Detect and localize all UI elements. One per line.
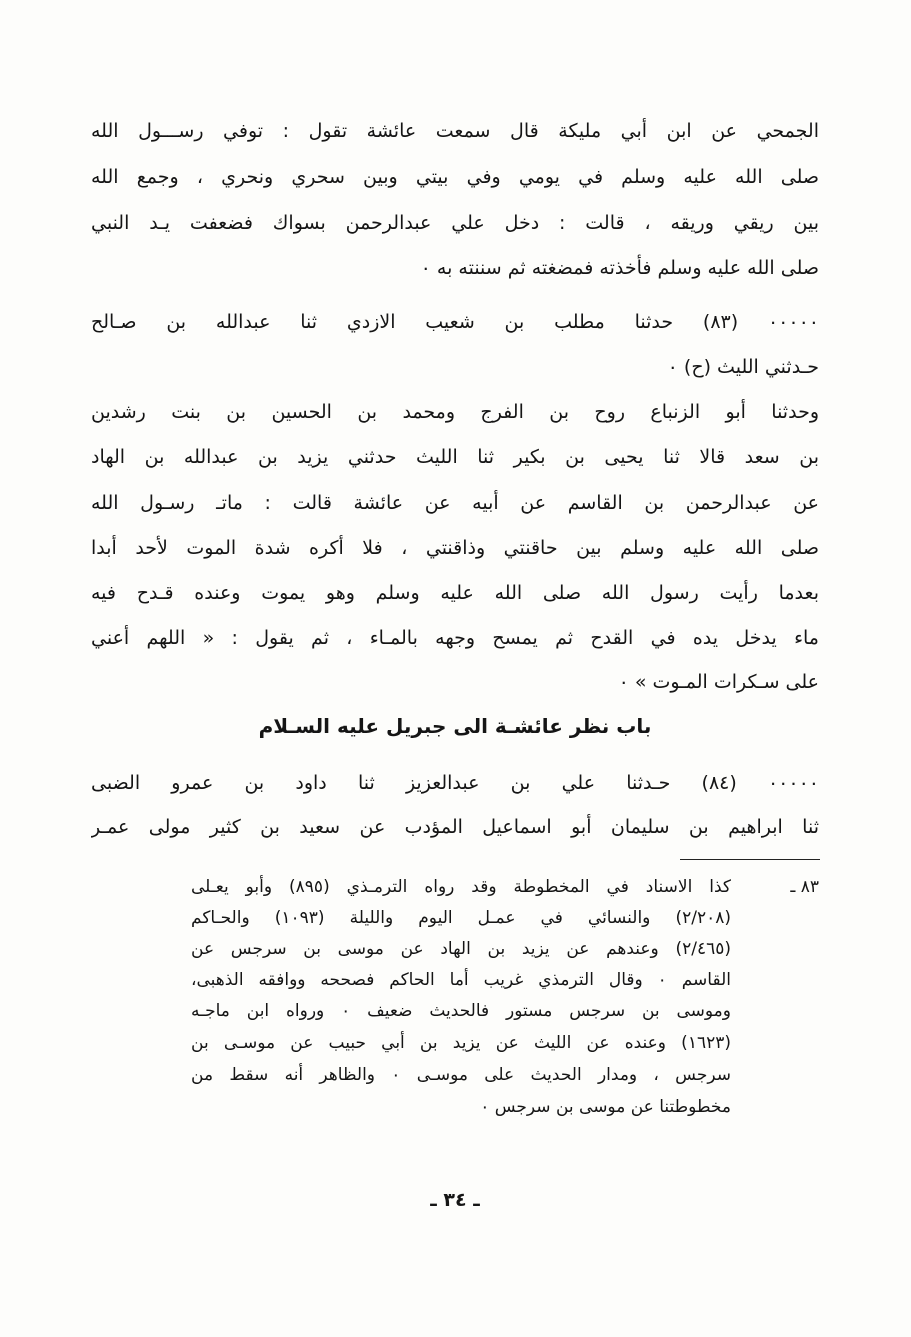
section-heading: باب نظر عائشـة الى جبريل عليه السـلام <box>258 714 652 738</box>
footnote-line: كذا الاسناد في المخطوطة وقد رواه الترمـذي (٨٩٥) وأبو يعـلى <box>191 877 731 897</box>
body-line: على سـكرات المـوت » ٠ <box>618 671 819 693</box>
footnote-number: ٨٣ ـ <box>790 877 819 897</box>
footnote-line: القاسم ٠ وقال الترمذي غريب أما الحاكم فصححه ووافقه الذهبى، <box>191 970 731 990</box>
body-line: صلى الله عليه وسلم فأخذته فمضغته ثم سننته به ٠ <box>420 257 819 279</box>
body-line: صلى الله عليه وسلم في يومي وفي بيتي وبين سحري ونحري ، وجمع الله <box>91 166 819 188</box>
footnote-separator <box>680 859 820 860</box>
body-line: وحدثنا أبو الزنباع روح بن الفرج ومحمد بن الحسين بن بنت رشدين <box>91 401 819 423</box>
footnote-line: وموسى بن سرجس مستور فالحديث ضعيف ٠ ورواه ابن ماجـه <box>191 1001 731 1021</box>
body-line: حـدثني الليث (ح) ٠ <box>667 356 819 378</box>
footnote-line: (٢/٢٠٨) والنسائي في عمـل اليوم والليلة (١٠٩٣) والحـاكم <box>191 908 731 928</box>
body-line: ٠٠٠٠٠ (٨٣) حدثنا مطلب بن شعيب الازدي ثنا عبدالله بن صـالح <box>91 311 819 333</box>
body-line: ٠٠٠٠٠ (٨٤) حـدثنا علي بن عبدالعزيز ثنا داود بن عمرو الضبى <box>91 772 819 794</box>
footnote-line: مخطوطتنا عن موسى بن سرجس ٠ <box>480 1097 731 1117</box>
body-line: بين ريقي وريقه ، قالت : دخل علي عبدالرحمن بسواك فضعفت يـد النبي <box>91 212 819 234</box>
footnote-line: (٢/٤٦٥) وعندهم عن يزيد بن الهاد عن موسى بن سرجس عن <box>191 939 731 959</box>
body-line: صلى الله عليه وسلم بين حاقنتي وذاقنتي ، فلا أكره شدة الموت لأحد أبدا <box>91 537 819 559</box>
footnote-line: (١٦٢٣) وعنده عن الليث عن يزيد بن أبي حبيب عن موسـى بن <box>191 1033 731 1053</box>
body-line: ماء يدخل يده في القدح ثم يمسح وجهه بالمـاء ، ثم يقول : « اللهم أعني <box>91 627 819 649</box>
body-line: بن سعد قالا ثنا يحيى بن بكير ثنا الليث حدثني يزيد بن عبدالله بن الهاد <box>91 446 819 468</box>
body-line: عن عبدالرحمن بن القاسم عن أبيه عن عائشة قالت : ماتـ رسـول الله <box>91 492 819 514</box>
footnote-line: سرجس ، ومدار الحديث على موسـى ٠ والظاهر أنه سقط من <box>191 1065 731 1085</box>
body-line: الجمحي عن ابن أبي مليكة قال سمعت عائشة تقول : توفي رســـول الله <box>91 120 819 142</box>
body-line: بعدما رأيت رسول الله صلى الله عليه وسلم وهو يموت وعنده قـدح فيه <box>91 582 819 604</box>
body-line: ثنا ابراهيم بن سليمان أبو اسماعيل المؤدب عن سعيد بن كثير مولى عمـر <box>91 816 819 838</box>
page-number: ـ ٣٤ ـ <box>430 1189 480 1211</box>
